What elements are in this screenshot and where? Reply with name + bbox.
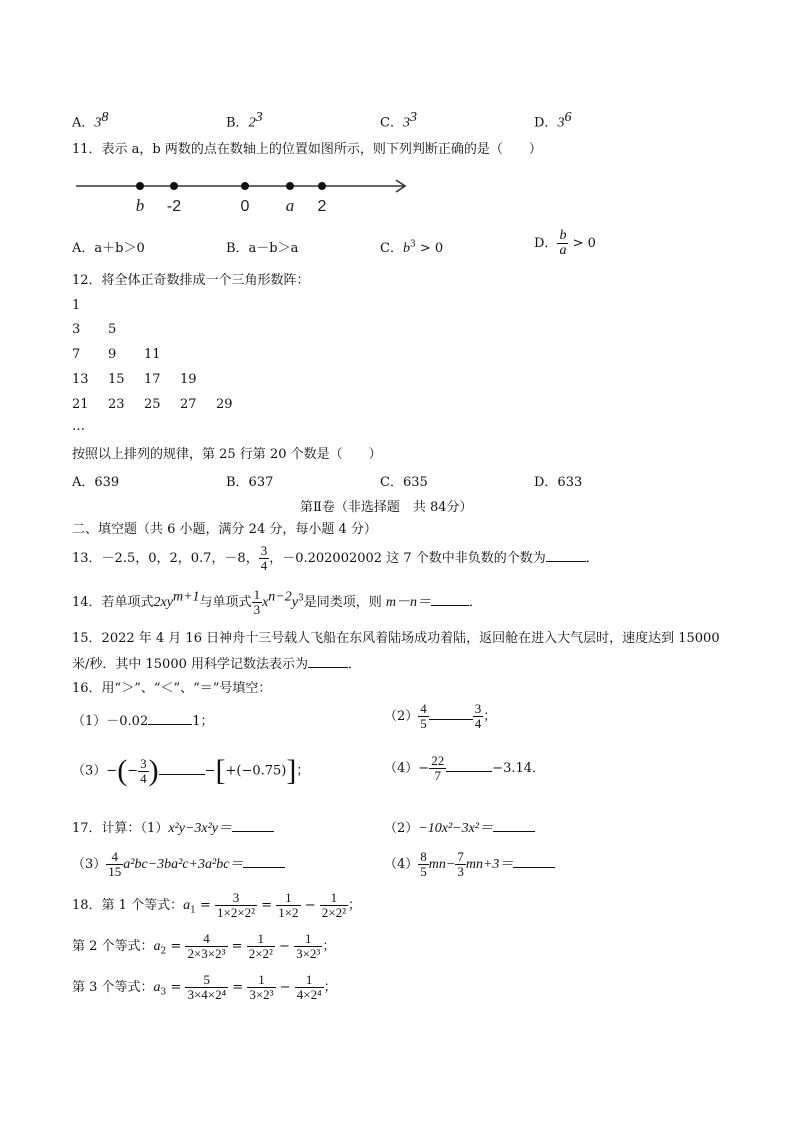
q10-option-b: B．$2^3$ xyxy=(226,110,263,131)
q17-part3: （3） $\frac{4}{15}$ a²bc−3ba²c+3a²bc＝ xyxy=(72,850,285,879)
part2-title: 第Ⅱ卷（非选择题 共 84分） xyxy=(300,500,473,515)
axis-label-a: a xyxy=(285,196,295,215)
q12-row-2: 3 5 xyxy=(72,322,117,337)
q13: 13．－2.5，0，2，0.7，－8， $\frac{3}{4}$ ，－0.202002002 这 7 个数中非负数的个数为 ． xyxy=(72,543,599,573)
q10-option-a: A．$3^8$ xyxy=(72,110,109,131)
q15-line1: 15．2022 年 4 月 16 日神舟十三号载人飞船在东风着陆场成功着陆，返回舱在进入大气层时，速度达到 15000 xyxy=(72,631,720,646)
q15-line2: 米/秒．其中 15000 用科学记数法表示为 ． xyxy=(72,657,362,672)
q17-part4: （4） $\frac{8}{5}$ mn− $\frac{7}{3}$ mn+3＝ xyxy=(384,850,555,879)
q12-row-3: 7 9 11 xyxy=(72,347,161,362)
q16-part3: （3）−(− $\frac{3}{4}$ ) −[+(−0.75)]； xyxy=(72,754,310,787)
axis-label-b: b xyxy=(135,196,145,215)
axis-label-neg2: -2 xyxy=(166,198,182,215)
q18-equation-3: 第 3 个等式：$a_3$ = $\frac{5}{\text{3×4×2⁴}}$ = $\frac{1}{\text{3×2³}}$ − $\frac{1}{\text{4×2⁴}}$ ； xyxy=(72,972,337,1002)
answer-blank[interactable] xyxy=(546,549,586,562)
answer-blank[interactable] xyxy=(243,855,285,868)
q12-row-1: 1 xyxy=(72,298,81,313)
q12-stem: 12．将全体正奇数排成一个三角形数阵： xyxy=(72,273,310,288)
answer-blank[interactable] xyxy=(429,707,473,720)
q17-part1: 17．计算：（1）x²y−3x²y＝ xyxy=(72,817,274,837)
answer-blank[interactable] xyxy=(493,819,535,832)
q14: 14．若单项式$2xy^{m+1}$与单项式 $\frac{1}{3}$ $x^{n-2}y^3$是同类项，则 m－n＝ ． xyxy=(72,587,482,617)
q18-equation-1: 18．第 1 个等式：$a_1$ = $\frac{3}{\text{1×2×2²}}$ = $\frac{1}{1\times 2}$ − $\frac{1}{\text{2×2²}}$ ； xyxy=(72,890,361,920)
point-0 xyxy=(241,182,249,190)
q11-option-b: B．a－b＞a xyxy=(226,241,299,256)
answer-blank[interactable] xyxy=(148,712,192,725)
q11-stem: 11．表示 a，b 两数的点在数轴上的位置如图所示，则下列判断正确的是（ ） xyxy=(72,142,542,157)
q12-option-b: B．637 xyxy=(226,475,274,490)
number-line-figure xyxy=(72,170,412,218)
q12-ellipsis: … xyxy=(72,419,85,434)
q11-option-d: D． $\frac{b}{a}$ > 0 xyxy=(534,228,596,258)
q16-stem: 16．用“＞”、“＜”、“＝”号填空： xyxy=(72,681,272,696)
q12-row-5: 21 23 25 27 29 xyxy=(72,397,233,412)
q12-option-d: D．633 xyxy=(534,475,583,490)
q10-option-d: D．$3^6$ xyxy=(534,110,572,131)
point-a xyxy=(286,182,294,190)
answer-blank[interactable] xyxy=(513,855,555,868)
q12-question: 按照以上排列的规律，第 25 行第 20 个数是（ ） xyxy=(72,447,382,462)
q12-row-4: 13 15 17 19 xyxy=(72,372,197,387)
point-2 xyxy=(318,182,326,190)
axis-label-0: 0 xyxy=(240,198,250,215)
q11-option-c: C．$b^3 > 0$ xyxy=(380,239,444,256)
q18-equation-2: 第 2 个等式：$a_2$ = $\frac{4}{\text{2×3×2³}}$ = $\frac{1}{\text{2×2²}}$ − $\frac{1}{\text{3×2³}}$ ； xyxy=(72,931,336,961)
point-neg2 xyxy=(170,182,178,190)
q16-part1: （1）－0.02 1； xyxy=(72,714,214,729)
q10-option-c: C．$3^3$ xyxy=(380,110,417,131)
answer-blank[interactable] xyxy=(159,762,205,775)
answer-blank[interactable] xyxy=(308,655,348,668)
answer-blank[interactable] xyxy=(232,819,274,832)
q11-option-a: A．a＋b＞0 xyxy=(72,241,145,256)
answer-blank[interactable] xyxy=(446,759,492,772)
axis-label-2: 2 xyxy=(317,198,327,215)
answer-blank[interactable] xyxy=(431,593,469,606)
q16-part2: （2） $\frac{4}{5}$ $\frac{3}{4}$ ； xyxy=(384,701,497,731)
q16-part4: （4）− $\frac{22}{7}$ −3.14． xyxy=(384,753,546,783)
q12-option-a: A．639 xyxy=(72,475,120,490)
q17-part2: （2）−10x²−3x²＝ xyxy=(384,817,535,837)
q12-option-c: C．635 xyxy=(380,475,428,490)
section-heading: 二、填空题（共 6 小题，满分 24 分，每小题 4 分） xyxy=(72,522,377,537)
point-b xyxy=(136,182,144,190)
